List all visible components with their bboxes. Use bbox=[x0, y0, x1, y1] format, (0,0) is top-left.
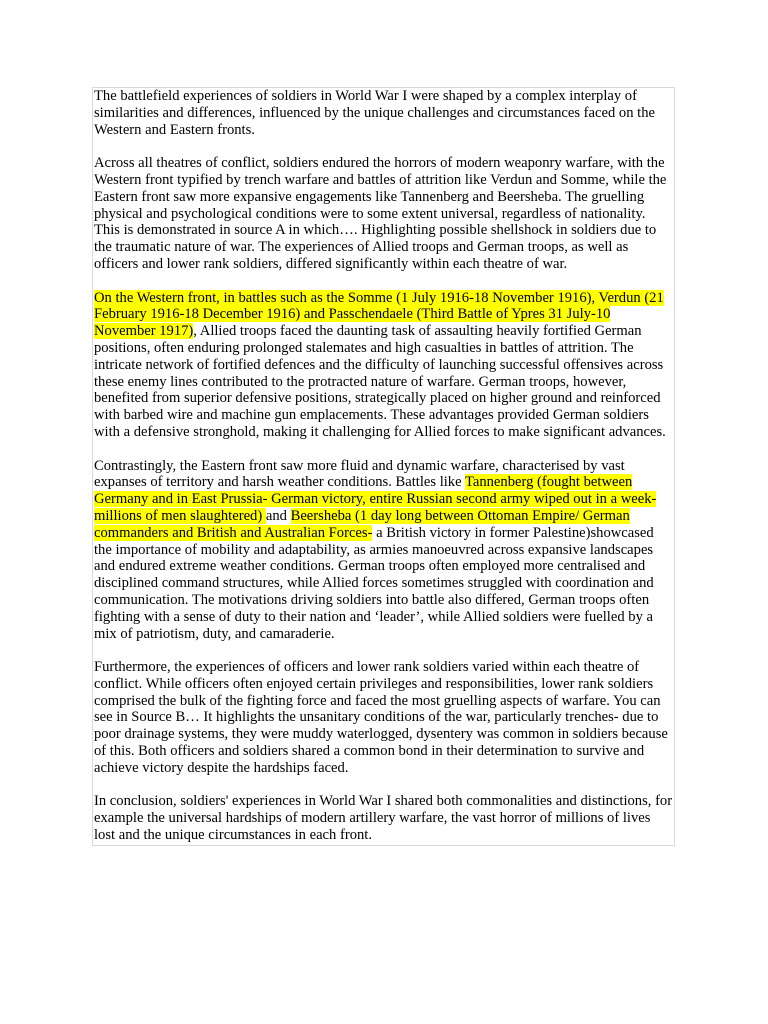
highlighted-text: Tannenberg (fought between Germany and in East Prussia- German victory, entire Russian second army wiped out in a week- millions of men slaughtered) bbox=[94, 474, 657, 524]
paragraph-text: In conclusion, soldiers' experiences in World War I shared both commonalities and distinctions, for example the universal hardships of modern artillery warfare, the vast horror of millions of lives lost and the unique circumstances in each front. bbox=[94, 793, 673, 844]
paragraph-text: The battlefield experiences of soldiers in World War I were shaped by a complex interplay of similarities and differences, influenced by the unique challenges and circumstances faced on the Western and Eastern fronts. bbox=[94, 88, 655, 138]
essay-paragraph bbox=[94, 659, 674, 777]
paragraph-text: Furthermore, the experiences of officers and lower rank soldiers varied within each theatre of conflict. While officers often enjoyed certain privileges and responsibilities, lower rank soldiers comprised the bulk of the fighting force and faced the most gruelling aspects of warfare. You can see in Source B… It highlights the unsanitary conditions of the war, particularly trenches- due to poor drainage systems, they were muddy waterlogged, dysentery was common in soldiers because of this. Both officers and soldiers shared a common bond in their determination to survive and achieve victory despite the hardships faced. bbox=[94, 659, 668, 776]
paragraph-text: , Allied troops faced the daunting task of assaulting heavily fortified German positions, often enduring prolonged stalemates and high casualties in battles of attrition. The intricate network of fortified defences and the difficulty of launching successful offensives across these enemy lines contributed to the protracted nature of warfare. German troops, however, benefited from superior defensive positions, strategically placed on higher ground and reinforced with barbed wire and machine gun emplacements. These advantages provided German soldiers with a defensive stronghold, making it challenging for Allied forces to make significant advances. bbox=[94, 323, 666, 440]
essay-text-box[interactable] bbox=[92, 87, 675, 846]
paragraph-text: Contrastingly, the Eastern front saw more fluid and dynamic warfare, characterised by vast expanses of territory and harsh weather conditions. Battles like bbox=[94, 457, 625, 491]
essay-paragraph bbox=[94, 458, 674, 643]
paragraph-text: a British victory in former Palestine)showcased the importance of mobility and adaptability, as armies manoeuvred across expansive landscapes and endured extreme weather conditions. German troops often employed more centralised and disciplined command structures, while Allied forces sometimes struggled with coordination and communication. The motivations driving soldiers into battle also differed, German troops often fighting with a sense of duty to their nation and ‘leader’, while Allied soldiers were fuelled by a mix of patriotism, duty, and camaraderie. bbox=[94, 524, 654, 642]
highlighted-text: On the Western front, in battles such as the Somme (1 July 1916-18 November 1916), Verdun (21 February 1916-18 December 1916) and Passchendaele (Third Battle of Ypres 31 July-10 November 1917) bbox=[94, 289, 664, 340]
highlighted-text: Beersheba (1 day long between Ottoman Empire/ German commanders and British and Australian Forces- bbox=[94, 507, 630, 541]
paragraph-text: and bbox=[265, 507, 291, 524]
essay-paragraph bbox=[94, 155, 674, 273]
essay-paragraph bbox=[94, 290, 674, 441]
essay-paragraph bbox=[94, 793, 674, 843]
essay-paragraph bbox=[94, 88, 674, 138]
paragraph-text: Across all theatres of conflict, soldiers endured the horrors of modern weaponry warfare, with the Western front typified by trench warfare and battles of attrition like Verdun and Somme, while the Eastern front saw more expansive engagements like Tannenberg and Beersheba. The gruelling physical and psychological conditions were to some extent universal, regardless of nationality. This is demonstrated in source A in which…. Highlighting possible shellshock in soldiers due to the traumatic nature of war. The experiences of Allied troops and German troops, as well as officers and lower rank soldiers, differed significantly within each theatre of war. bbox=[94, 155, 667, 272]
